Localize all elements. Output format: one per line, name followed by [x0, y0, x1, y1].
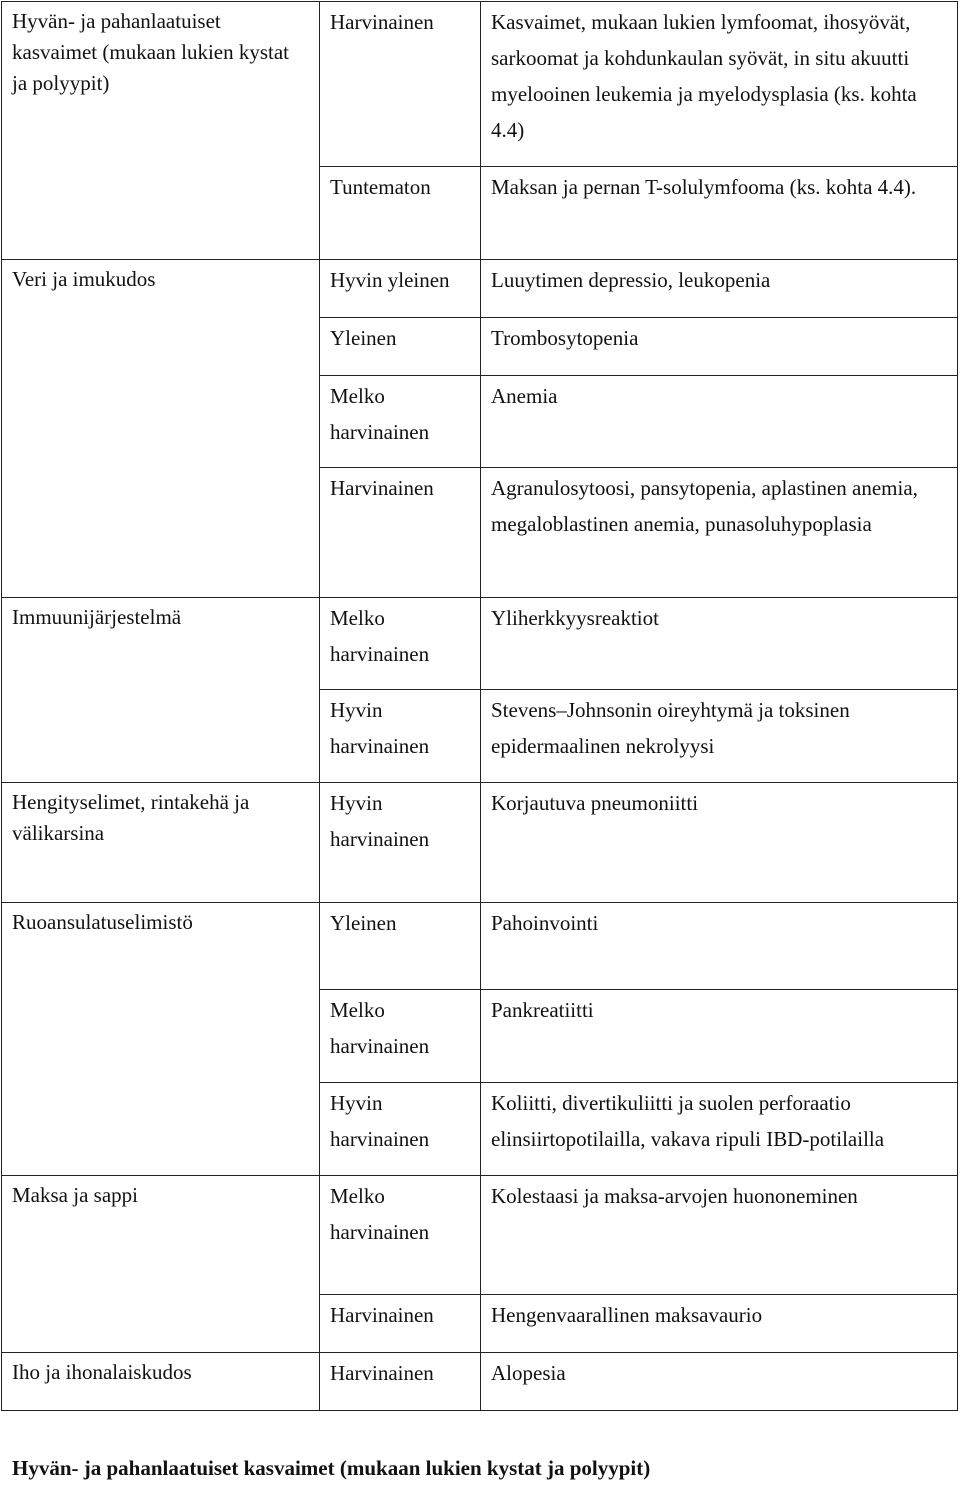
organ-class-text: Veri ja imukudos — [12, 267, 156, 291]
organ-class-cell — [2, 690, 320, 783]
organ-class-text: Iho ja ihonalaiskudos — [12, 1360, 192, 1384]
table-row — [2, 260, 958, 318]
reaction-text: Maksan ja pernan T-solulymfooma (ks. kohta 4.4). — [491, 175, 917, 199]
reaction-text: Koliitti, divertikuliitti ja suolen perforaatio elinsiirtopotilailla, vakava ripuli IBD-potilailla — [491, 1091, 885, 1151]
reaction-text: Anemia — [491, 384, 558, 408]
organ-class-cell — [2, 783, 320, 903]
frequency-text: Harvinainen — [330, 10, 434, 34]
organ-class-text — [12, 470, 309, 472]
frequency-cell — [320, 1295, 481, 1353]
organ-class-cell — [2, 260, 320, 318]
reaction-text: Luuytimen depressio, leukopenia — [491, 268, 771, 292]
organ-class-cell — [2, 990, 320, 1083]
reaction-cell — [481, 260, 958, 318]
organ-class-cell — [2, 903, 320, 990]
section-heading: Hyvän- ja pahanlaatuiset kasvaimet (mukaan lukien kystat ja polyypit) — [12, 1456, 651, 1480]
reaction-cell — [481, 903, 958, 990]
table-row — [2, 690, 958, 783]
reaction-cell — [481, 468, 958, 598]
frequency-text: Yleinen — [330, 326, 397, 350]
organ-class-text — [12, 1297, 309, 1299]
reaction-text: Yliherkkyysreaktiot — [491, 606, 659, 630]
reaction-cell — [481, 376, 958, 468]
frequency-cell — [320, 783, 481, 903]
reaction-text: Alopesia — [491, 1361, 566, 1385]
table-row — [2, 376, 958, 468]
organ-class-text: Hyvän- ja pahanlaatuiset kasvaimet (mukaan lukien kystat ja polyypit) — [12, 9, 290, 95]
organ-class-text — [12, 169, 309, 171]
frequency-text: Harvinainen — [330, 476, 434, 500]
organ-class-cell — [2, 1176, 320, 1295]
frequency-cell — [320, 1176, 481, 1295]
reaction-text: Korjautuva pneumoniitti — [491, 791, 699, 815]
frequency-text: Tuntematon — [330, 175, 431, 199]
reaction-cell — [481, 318, 958, 376]
organ-class-cell — [2, 1295, 320, 1353]
organ-class-cell — [2, 1083, 320, 1176]
reaction-text: Pankreatiitti — [491, 998, 594, 1022]
organ-class-text — [12, 992, 309, 994]
organ-class-cell — [2, 1353, 320, 1411]
frequency-cell — [320, 260, 481, 318]
reaction-cell — [481, 2, 958, 167]
table-row — [2, 783, 958, 903]
organ-class-text — [12, 692, 309, 694]
organ-class-text — [12, 378, 309, 380]
table-row — [2, 318, 958, 376]
organ-class-cell — [2, 468, 320, 598]
frequency-cell — [320, 598, 481, 690]
reaction-cell — [481, 167, 958, 260]
reaction-text: Kasvaimet, mukaan lukien lymfoomat, ihosyövät, sarkoomat ja kohdunkaulan syövät, in situ akuutti myelooinen leukemia ja myelodysplasia (ks. kohta 4.4) — [491, 10, 917, 142]
table-row — [2, 2, 958, 167]
reaction-cell — [481, 1083, 958, 1176]
reaction-cell — [481, 690, 958, 783]
frequency-cell — [320, 1353, 481, 1411]
reaction-cell — [481, 990, 958, 1083]
frequency-text: Hyvin harvinainen — [330, 698, 430, 758]
organ-class-text: Maksa ja sappi — [12, 1183, 138, 1207]
reaction-cell — [481, 1353, 958, 1411]
table-row — [2, 167, 958, 260]
organ-class-text: Ruoansulatuselimistö — [12, 910, 193, 934]
frequency-cell — [320, 990, 481, 1083]
frequency-text: Hyvin yleinen — [330, 268, 450, 292]
reaction-cell — [481, 1176, 958, 1295]
frequency-text: Melko harvinainen — [330, 606, 430, 666]
frequency-cell — [320, 318, 481, 376]
organ-class-cell — [2, 598, 320, 690]
adverse-reactions-table — [1, 1, 958, 1411]
reaction-cell — [481, 783, 958, 903]
organ-class-cell — [2, 167, 320, 260]
frequency-text: Harvinainen — [330, 1361, 434, 1385]
reaction-text: Pahoinvointi — [491, 911, 599, 935]
frequency-text: Yleinen — [330, 911, 397, 935]
reaction-text: Kolestaasi ja maksa-arvojen huononeminen — [491, 1184, 858, 1208]
reaction-text: Trombosytopenia — [491, 326, 639, 350]
table-row — [2, 1176, 958, 1295]
frequency-text: Melko harvinainen — [330, 998, 430, 1058]
reaction-text: Hengenvaarallinen maksavaurio — [491, 1303, 763, 1327]
frequency-cell — [320, 2, 481, 167]
frequency-cell — [320, 903, 481, 990]
table-row — [2, 990, 958, 1083]
organ-class-cell — [2, 2, 320, 167]
organ-class-cell — [2, 318, 320, 376]
reaction-text: Agranulosytoosi, pansytopenia, aplastinen anemia, megaloblastinen anemia, punasoluhypoplasia — [491, 476, 918, 536]
frequency-text: Hyvin harvinainen — [330, 791, 430, 851]
frequency-cell — [320, 1083, 481, 1176]
frequency-cell — [320, 690, 481, 783]
table-row — [2, 1295, 958, 1353]
frequency-cell — [320, 468, 481, 598]
frequency-text: Harvinainen — [330, 1303, 434, 1327]
reaction-text: Stevens–Johnsonin oireyhtymä ja toksinen epidermaalinen nekrolyysi — [491, 698, 850, 758]
organ-class-text: Immuunijärjestelmä — [12, 605, 182, 629]
organ-class-text — [12, 1085, 309, 1087]
frequency-text: Hyvin harvinainen — [330, 1091, 430, 1151]
table-row — [2, 598, 958, 690]
table-row — [2, 468, 958, 598]
reaction-cell — [481, 1295, 958, 1353]
table-row — [2, 1353, 958, 1411]
frequency-cell — [320, 167, 481, 260]
table-row — [2, 1083, 958, 1176]
frequency-text: Melko harvinainen — [330, 1184, 430, 1244]
frequency-cell — [320, 376, 481, 468]
reaction-cell — [481, 598, 958, 690]
table-row — [2, 903, 958, 990]
organ-class-text — [12, 320, 309, 322]
organ-class-cell — [2, 376, 320, 468]
organ-class-text: Hengityselimet, rintakehä ja välikarsina — [12, 790, 250, 845]
frequency-text: Melko harvinainen — [330, 384, 430, 444]
